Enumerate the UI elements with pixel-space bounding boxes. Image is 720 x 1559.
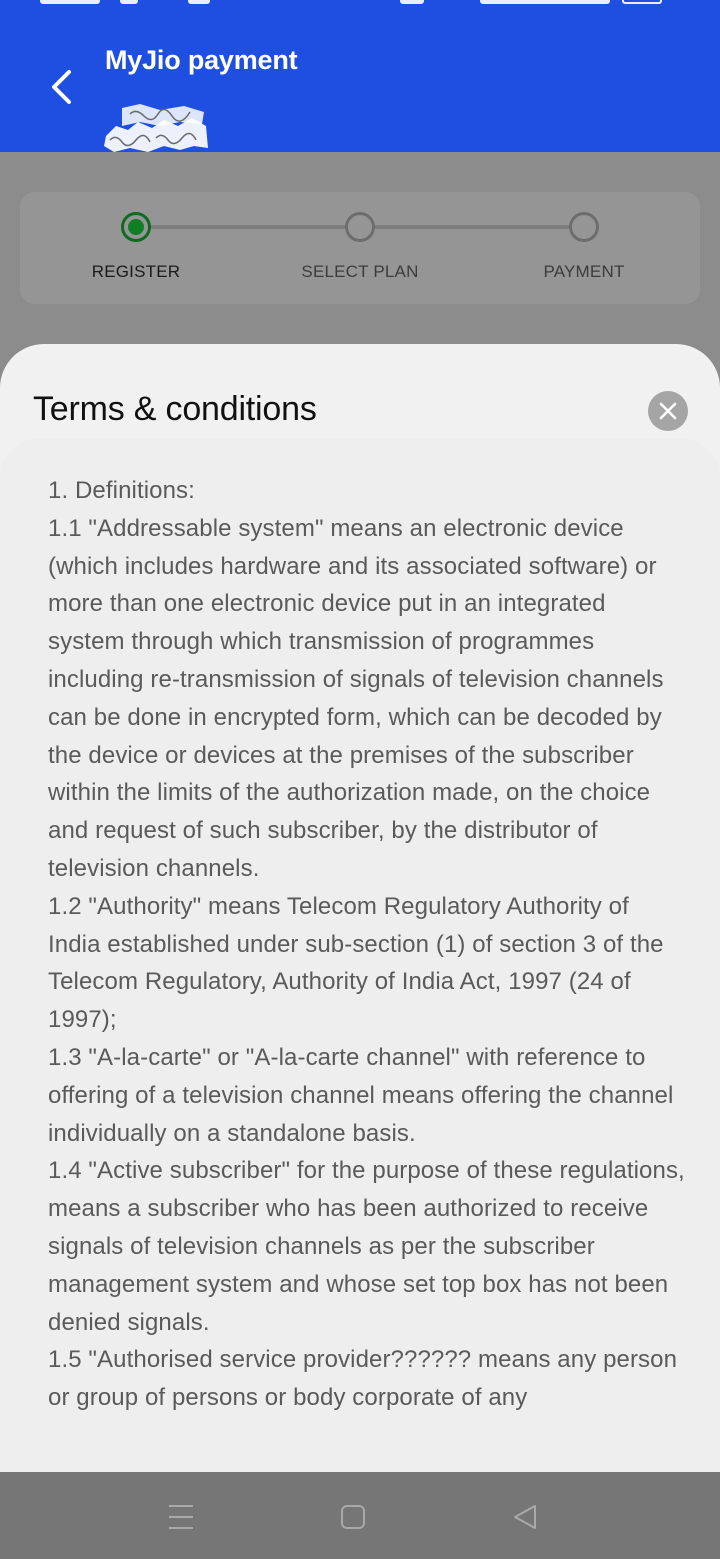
system-nav-bar [0, 1472, 720, 1559]
terms-text: 1. Definitions: 1.1 "Addressable system" means an electronic device (which includes hardware and its associated software) or more than one electronic device put in an integrated system through which transmission of programmes including re-transmission of signals of television channels can be done in encrypted form, which can be decoded by the device or devices at the premises of the subscriber within the limits of the authorization made, on the choice and request of such subscriber, by the distributor of television channels. 1.2 "Authority" means Telecom Regulatory Authority of India established under sub-section (1) of section 3 of the Telecom Regulatory, Authority of India Act, 1997 (24 of 1997); 1.3 "A-la-carte" or "A-la-carte channel" with reference to offering of a television channel means offering the channel individually on a standalone basis. 1.4 "Active subscriber" for the purpose of these regulations, means a subscriber who has been authorized to receive signals of television channels as per the subscriber management system and whose set top box has not been denied signals. 1.5 "Authorised service provider?????? means any person or group of persons or body corporate of any [48, 477, 685, 1412]
triangle-back-icon [512, 1504, 538, 1530]
terms-scroll-area[interactable] [0, 438, 720, 1472]
close-icon [658, 401, 678, 421]
step-connector [150, 225, 346, 229]
nav-home-button[interactable] [333, 1500, 373, 1534]
page-title: MyJio payment [105, 45, 298, 75]
step-register-indicator [121, 212, 151, 242]
back-button[interactable] [36, 62, 86, 112]
step-select-plan-label: SELECT PLAN [301, 262, 419, 281]
step-payment-label: PAYMENT [543, 262, 625, 281]
nav-menu-button[interactable] [161, 1500, 201, 1534]
step-register-label: REGISTER [91, 262, 181, 281]
progress-stepper [20, 192, 700, 304]
home-icon [340, 1504, 366, 1530]
terms-sheet [0, 344, 720, 1472]
chevron-left-icon [49, 69, 73, 105]
nav-back-button[interactable] [505, 1500, 545, 1534]
menu-icon [168, 1503, 194, 1531]
app-header [0, 0, 720, 152]
step-payment-indicator [569, 212, 599, 242]
step-connector [374, 225, 570, 229]
status-bar [0, 0, 720, 10]
step-select-plan-indicator [345, 212, 375, 242]
redacted-scribble [100, 96, 212, 154]
sheet-title: Terms & conditions [33, 390, 317, 428]
close-button[interactable] [648, 391, 688, 431]
